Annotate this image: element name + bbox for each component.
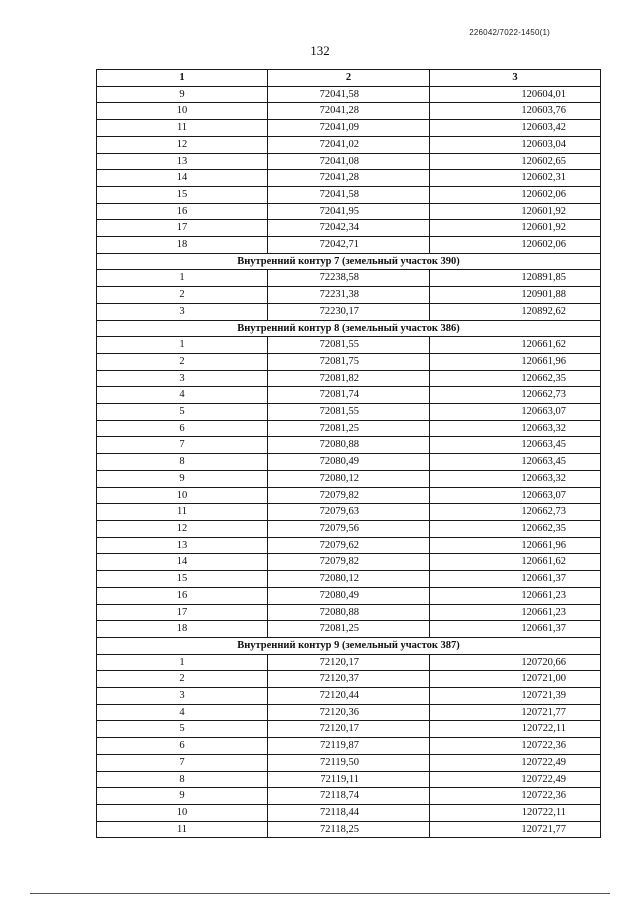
y-coordinate-cell: 120661,37 [430,621,601,638]
point-number-cell: 3 [97,688,268,705]
y-coordinate-cell: 120604,01 [430,86,601,103]
x-coordinate-cell: 72120,36 [268,704,430,721]
table-header [97,70,601,87]
y-coordinate-cell: 120661,62 [430,554,601,571]
section-title: Внутренний контур 9 (земельный участок 387) [97,637,601,654]
x-coordinate-cell: 72230,17 [268,303,430,320]
y-coordinate-cell: 120892,62 [430,303,601,320]
table-row [97,337,601,354]
table-row [97,771,601,788]
x-coordinate-cell: 72119,11 [268,771,430,788]
x-coordinate-cell: 72081,25 [268,621,430,638]
x-coordinate-cell: 72080,88 [268,437,430,454]
point-number-cell: 9 [97,470,268,487]
table-row [97,587,601,604]
y-coordinate-cell: 120721,77 [430,821,601,838]
point-number-cell: 8 [97,771,268,788]
header-col-2: 2 [268,70,430,87]
x-coordinate-cell: 72118,25 [268,821,430,838]
table-row [97,437,601,454]
point-number-cell: 7 [97,754,268,771]
table-row [97,170,601,187]
header-col-1: 1 [97,70,268,87]
point-number-cell: 1 [97,270,268,287]
table-row [97,621,601,638]
y-coordinate-cell: 120603,04 [430,136,601,153]
x-coordinate-cell: 72080,12 [268,470,430,487]
table-row [97,554,601,571]
x-coordinate-cell: 72081,55 [268,337,430,354]
y-coordinate-cell: 120891,85 [430,270,601,287]
point-number-cell: 11 [97,504,268,521]
x-coordinate-cell: 72231,38 [268,287,430,304]
section-row [97,320,601,337]
table-row [97,303,601,320]
y-coordinate-cell: 120603,76 [430,103,601,120]
y-coordinate-cell: 120722,11 [430,804,601,821]
document-code: 226042/7022-1450(1) [469,28,550,37]
y-coordinate-cell: 120601,92 [430,220,601,237]
point-number-cell: 9 [97,86,268,103]
point-number-cell: 7 [97,437,268,454]
x-coordinate-cell: 72041,28 [268,170,430,187]
table-row [97,738,601,755]
table-row [97,688,601,705]
table-row [97,237,601,254]
table-row [97,537,601,554]
point-number-cell: 2 [97,671,268,688]
section-title: Внутренний контур 8 (земельный участок 386) [97,320,601,337]
point-number-cell: 16 [97,203,268,220]
y-coordinate-cell: 120603,42 [430,120,601,137]
section-row [97,637,601,654]
y-coordinate-cell: 120661,96 [430,353,601,370]
x-coordinate-cell: 72079,82 [268,487,430,504]
table-row [97,571,601,588]
point-number-cell: 10 [97,487,268,504]
y-coordinate-cell: 120661,62 [430,337,601,354]
point-number-cell: 2 [97,287,268,304]
table-row [97,220,601,237]
page-number: 132 [310,43,330,58]
point-number-cell: 12 [97,136,268,153]
x-coordinate-cell: 72079,62 [268,537,430,554]
x-coordinate-cell: 72041,58 [268,86,430,103]
point-number-cell: 5 [97,404,268,421]
table-row [97,387,601,404]
table-row [97,353,601,370]
x-coordinate-cell: 72080,12 [268,571,430,588]
y-coordinate-cell: 120663,32 [430,420,601,437]
y-coordinate-cell: 120662,73 [430,504,601,521]
x-coordinate-cell: 72079,63 [268,504,430,521]
table-row [97,721,601,738]
table-row [97,370,601,387]
point-number-cell: 18 [97,621,268,638]
point-number-cell: 4 [97,387,268,404]
x-coordinate-cell: 72120,17 [268,721,430,738]
y-coordinate-cell: 120722,36 [430,788,601,805]
x-coordinate-cell: 72079,82 [268,554,430,571]
table-row [97,420,601,437]
y-coordinate-cell: 120721,77 [430,704,601,721]
y-coordinate-cell: 120661,23 [430,604,601,621]
point-number-cell: 18 [97,237,268,254]
y-coordinate-cell: 120663,07 [430,404,601,421]
x-coordinate-cell: 72042,34 [268,220,430,237]
point-number-cell: 13 [97,153,268,170]
y-coordinate-cell: 120662,35 [430,520,601,537]
y-coordinate-cell: 120602,06 [430,237,601,254]
y-coordinate-cell: 120721,39 [430,688,601,705]
x-coordinate-cell: 72119,87 [268,738,430,755]
table-row [97,470,601,487]
table-row [97,487,601,504]
table-row [97,504,601,521]
table-row [97,654,601,671]
point-number-cell: 14 [97,554,268,571]
table-row [97,520,601,537]
point-number-cell: 3 [97,370,268,387]
y-coordinate-cell: 120602,65 [430,153,601,170]
y-coordinate-cell: 120602,06 [430,186,601,203]
point-number-cell: 1 [97,654,268,671]
section-row [97,253,601,270]
x-coordinate-cell: 72118,74 [268,788,430,805]
table-row [97,821,601,838]
y-coordinate-cell: 120722,36 [430,738,601,755]
table-row [97,120,601,137]
x-coordinate-cell: 72041,09 [268,120,430,137]
table-row [97,287,601,304]
y-coordinate-cell: 120722,49 [430,754,601,771]
x-coordinate-cell: 72080,88 [268,604,430,621]
point-number-cell: 2 [97,353,268,370]
point-number-cell: 11 [97,120,268,137]
x-coordinate-cell: 72080,49 [268,587,430,604]
x-coordinate-cell: 72120,37 [268,671,430,688]
y-coordinate-cell: 120663,45 [430,437,601,454]
table-row [97,754,601,771]
table-row [97,704,601,721]
y-coordinate-cell: 120602,31 [430,170,601,187]
x-coordinate-cell: 72041,95 [268,203,430,220]
y-coordinate-cell: 120661,37 [430,571,601,588]
point-number-cell: 17 [97,220,268,237]
x-coordinate-cell: 72118,44 [268,804,430,821]
y-coordinate-cell: 120661,23 [430,587,601,604]
y-coordinate-cell: 120722,49 [430,771,601,788]
table-row [97,86,601,103]
table-body [97,86,601,838]
point-number-cell: 11 [97,821,268,838]
table-row [97,788,601,805]
x-coordinate-cell: 72041,28 [268,103,430,120]
table-row [97,270,601,287]
table-row [97,671,601,688]
x-coordinate-cell: 72041,08 [268,153,430,170]
point-number-cell: 12 [97,520,268,537]
point-number-cell: 8 [97,454,268,471]
table-row [97,103,601,120]
x-coordinate-cell: 72081,55 [268,404,430,421]
point-number-cell: 14 [97,170,268,187]
x-coordinate-cell: 72238,58 [268,270,430,287]
point-number-cell: 6 [97,420,268,437]
y-coordinate-cell: 120721,00 [430,671,601,688]
header-col-3: 3 [430,70,601,87]
x-coordinate-cell: 72081,75 [268,353,430,370]
x-coordinate-cell: 72119,50 [268,754,430,771]
x-coordinate-cell: 72079,56 [268,520,430,537]
point-number-cell: 10 [97,804,268,821]
table-row [97,203,601,220]
point-number-cell: 5 [97,721,268,738]
point-number-cell: 3 [97,303,268,320]
y-coordinate-cell: 120663,45 [430,454,601,471]
x-coordinate-cell: 72081,25 [268,420,430,437]
point-number-cell: 1 [97,337,268,354]
point-number-cell: 4 [97,704,268,721]
table-row [97,454,601,471]
point-number-cell: 16 [97,587,268,604]
footer-rule [30,893,610,894]
y-coordinate-cell: 120901,88 [430,287,601,304]
table-row [97,153,601,170]
table-row [97,604,601,621]
table-row [97,186,601,203]
point-number-cell: 17 [97,604,268,621]
x-coordinate-cell: 72081,82 [268,370,430,387]
x-coordinate-cell: 72080,49 [268,454,430,471]
y-coordinate-cell: 120720,66 [430,654,601,671]
point-number-cell: 15 [97,571,268,588]
y-coordinate-cell: 120663,07 [430,487,601,504]
x-coordinate-cell: 72041,02 [268,136,430,153]
x-coordinate-cell: 72120,17 [268,654,430,671]
y-coordinate-cell: 120662,73 [430,387,601,404]
x-coordinate-cell: 72041,58 [268,186,430,203]
point-number-cell: 9 [97,788,268,805]
point-number-cell: 13 [97,537,268,554]
coordinates-table [96,69,601,838]
x-coordinate-cell: 72042,71 [268,237,430,254]
table-row [97,136,601,153]
x-coordinate-cell: 72081,74 [268,387,430,404]
y-coordinate-cell: 120663,32 [430,470,601,487]
table-row [97,804,601,821]
point-number-cell: 15 [97,186,268,203]
y-coordinate-cell: 120722,11 [430,721,601,738]
point-number-cell: 10 [97,103,268,120]
point-number-cell: 6 [97,738,268,755]
header-row [97,70,601,87]
table-row [97,404,601,421]
y-coordinate-cell: 120662,35 [430,370,601,387]
section-title: Внутренний контур 7 (земельный участок 390) [97,253,601,270]
y-coordinate-cell: 120661,96 [430,537,601,554]
x-coordinate-cell: 72120,44 [268,688,430,705]
y-coordinate-cell: 120601,92 [430,203,601,220]
